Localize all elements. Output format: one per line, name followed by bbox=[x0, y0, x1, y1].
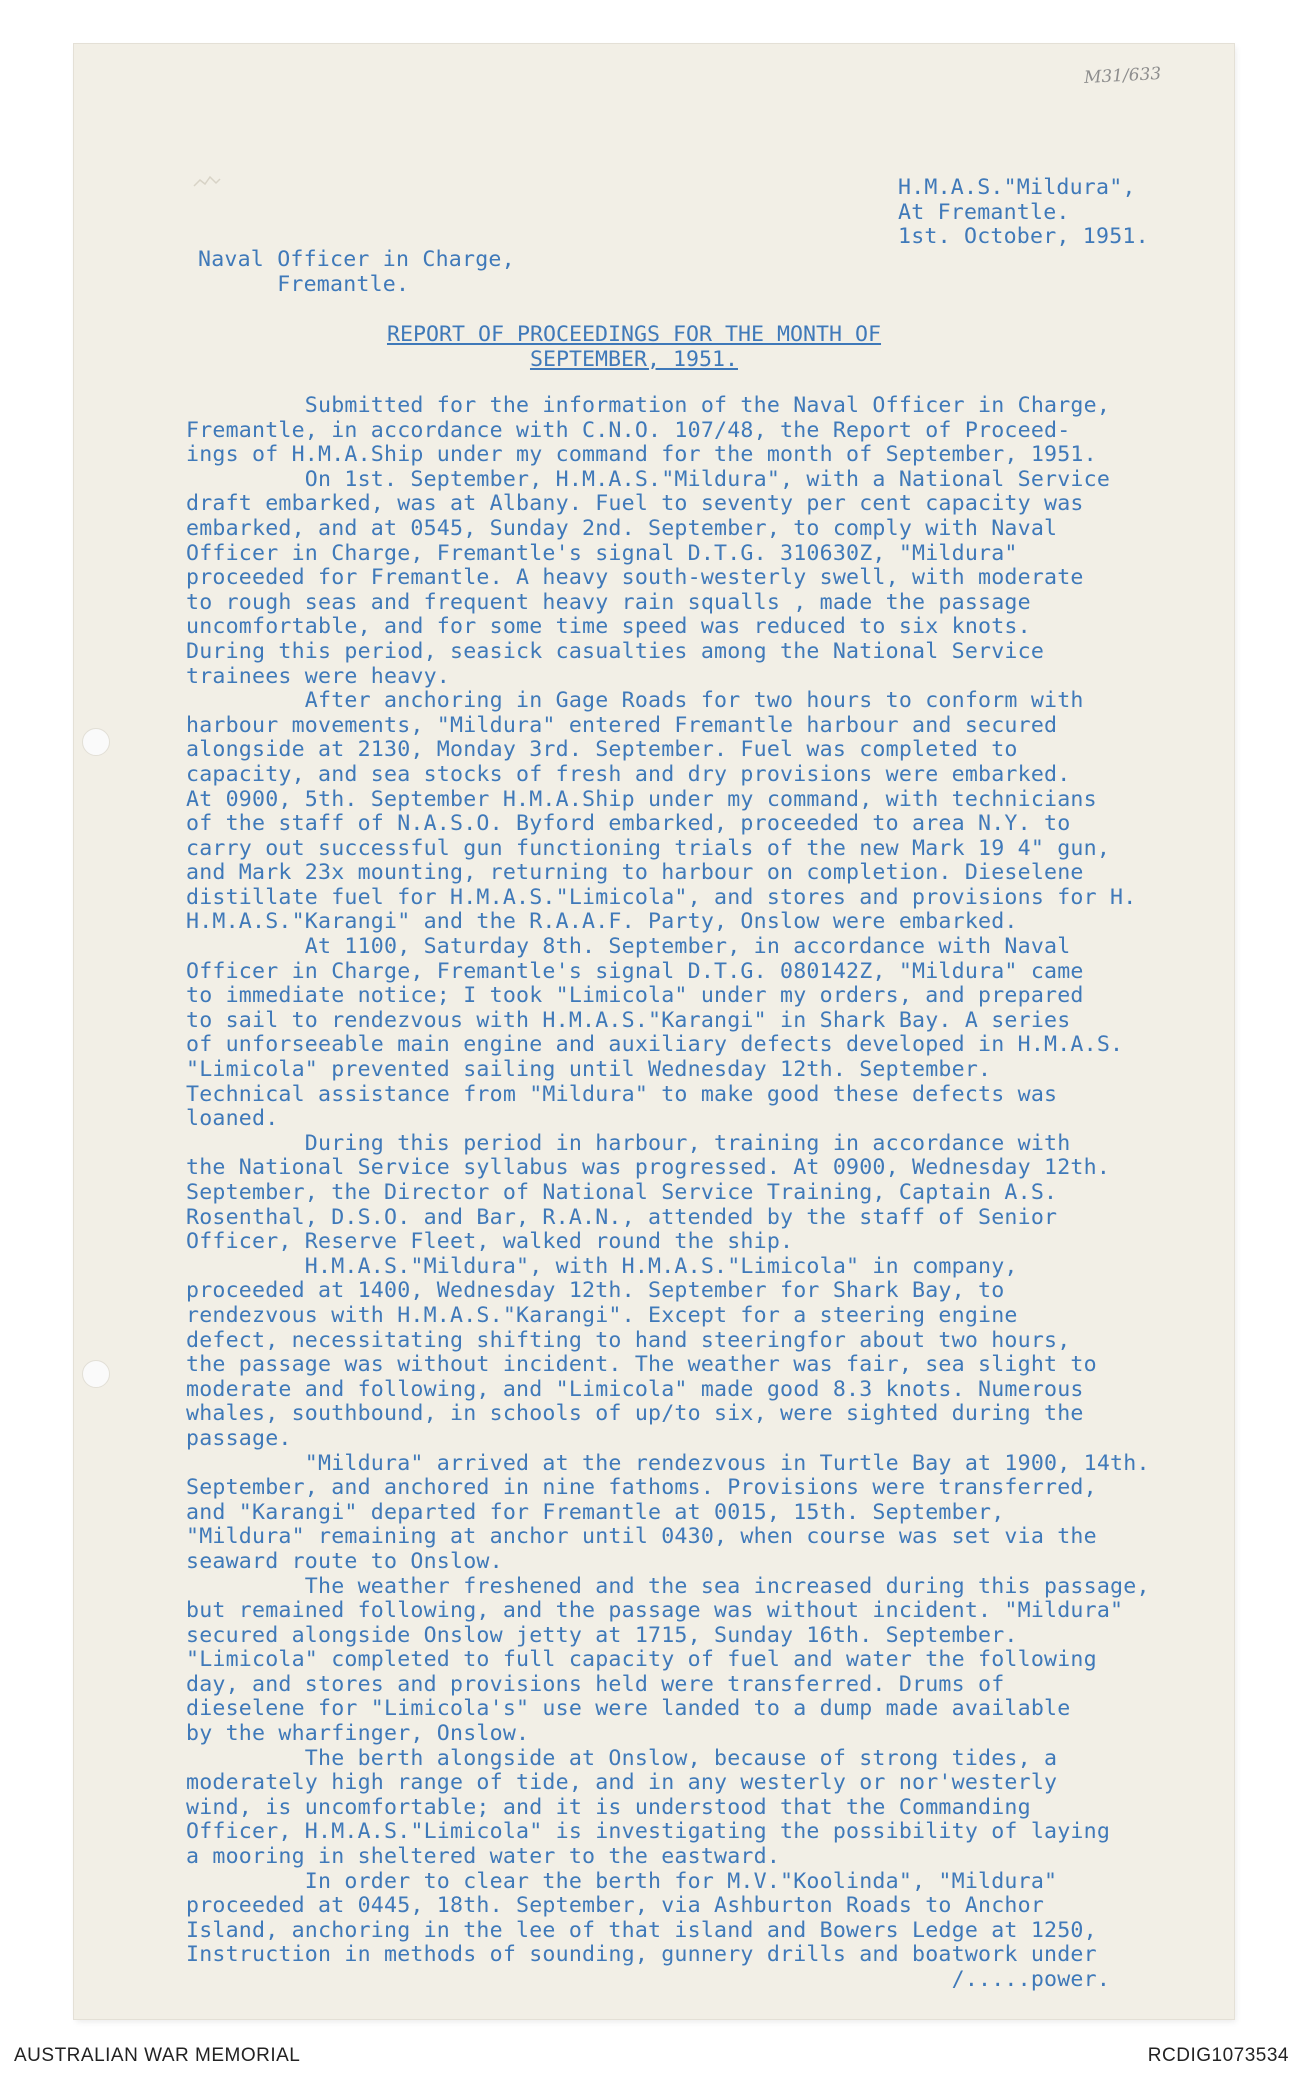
recipient-line: Naval Officer in Charge, bbox=[198, 247, 515, 272]
paragraph: The berth alongside at Onslow, because of strong tides, a moderately high range of tide, and in any westerly or nor'westerly wind, is uncomfortable; and it is understood that the Commanding Officer, H.M.A.S."Limicola" is investigating the possibility of laying a mooring in sheltered water to the eastward. bbox=[186, 1745, 1111, 1870]
paragraph: On 1st. September, H.M.A.S."Mildura", with a National Service draft embarked, was at Albany. Fuel to seventy per cent capacity was embarked, and at 0545, Sunday 2nd. September, to comply with Naval Officer in Charge, Fremantle's signal D.T.G. 310630Z, "Mildura" proceeded for Fremantle. A heavy south-westerly swell, with moderate to rough seas and frequent heavy rain squalls , made the passage uncomfortable, and for some time speed was reduced to six knots. During this period, seasick casualties among the National Service trainees were heavy. bbox=[186, 466, 1111, 689]
paragraph: During this period in harbour, training in accordance with the National Service syllabus was progressed. At 0900, Wednesday 12th. September, the Director of National Service Training, Captain A.S. Rosenthal, D.S.O. and Bar, R.A.N., attended by the staff of Senior Officer, Reserve Fleet, walked round the ship. bbox=[186, 1130, 1111, 1255]
recipient-address bbox=[198, 248, 515, 297]
paragraph: The weather freshened and the sea increased during this passage, but remained following, and the passage was without incident. "Mildura" secured alongside Onslow jetty at 1715, Sunday 16th. September. "Limicola" completed to full capacity of fuel and water the following day, and stores and provisions held were transferred. Drums of dieselene for "Limicola's" use were landed to a dump made available by the wharfinger, Onslow. bbox=[186, 1573, 1150, 1747]
paper-tear-mark bbox=[192, 174, 222, 196]
paragraph: At 1100, Saturday 8th. September, in accordance with Naval Officer in Charge, Fremantle's signal D.T.G. 080142Z, "Mildura" came to immediate notice; I took "Limicola" under my orders, and prepared to sail to rendezvous with H.M.A.S."Karangi" in Shark Bay. A series of unforseeable main engine and auxiliary defects developed in H.M.A.S. "Limicola" prevented sailing until Wednesday 12th. September. Technical assistance from "Mildura" to make good these defects was loaned. bbox=[186, 934, 1124, 1132]
sender-line: H.M.A.S."Mildura", bbox=[898, 175, 1136, 200]
heading-line: REPORT OF PROCEEDINGS FOR THE MONTH OF bbox=[386, 322, 882, 347]
paragraph: "Mildura" arrived at the rendezvous in Turtle Bay at 1900, 14th. September, and anchored in nine fathoms. Provisions were transferred, and "Karangi" departed for Fremantle at 0015, 15th. September, "Mildura" remaining at anchor until 0430, when course was set via the seaward route to Onslow. bbox=[186, 1450, 1150, 1574]
paragraph: Submitted for the information of the Naval Officer in Charge, Fremantle, in accordance with C.N.O. 107/48, the Report of Proceed- ings of H.M.A.Ship under my command for the month of September, 1951. bbox=[186, 393, 1111, 468]
sender-address bbox=[898, 176, 1149, 250]
heading-line: SEPTEMBER, 1951. bbox=[529, 347, 738, 372]
punch-hole-bottom bbox=[82, 1360, 110, 1388]
pencil-file-reference: M31/633 bbox=[1083, 63, 1162, 89]
paragraph: After anchoring in Gage Roads for two hours to conform with harbour movements, "Mildura" entered Fremantle harbour and secured alongside at 2130, Monday 3rd. September. Fuel was completed to capacity, and sea stocks of fresh and dry provisions were embarked. At 0900, 5th. September H.M.A.Ship under my command, with technicians of the staff of N.A.S.O. Byford embarked, proceeded to area N.Y. to carry out successful gun functioning trials of the new Mark 19 4" gun, and Mark 23x mounting, returning to harbour on completion. Dieselene distillate fuel for H.M.A.S."Limicola", and stores and provisions for H. H.M.A.S."Karangi" and the R.A.A.F. Party, Onslow were embarked. bbox=[186, 688, 1137, 935]
report-heading bbox=[349, 322, 919, 372]
archive-credit: AUSTRALIAN WAR MEMORIAL bbox=[14, 2045, 301, 2066]
recipient-line: Fremantle. bbox=[198, 271, 410, 297]
punch-hole-top bbox=[82, 728, 110, 756]
sender-date: 1st. October, 1951. bbox=[898, 224, 1149, 250]
paragraph: In order to clear the berth for M.V."Koolinda", "Mildura" proceeded at 0445, 18th. September, via Ashburton Roads to Anchor Island, anchoring in the lee of that island and Bowers Ledge at 1250, Instruction in methods of sounding, gunnery drills and boatwork under /.....power. bbox=[186, 1868, 1111, 1992]
archive-id: RCDIG1073534 bbox=[1147, 2045, 1289, 2066]
sender-line: At Fremantle. bbox=[898, 199, 1070, 225]
paragraph: H.M.A.S."Mildura", with H.M.A.S."Limicola" in company, proceeded at 1400, Wednesday 12th. September for Shark Bay, to rendezvous with H.M.A.S."Karangi". Except for a steering engine defect, necessitating shifting to hand steeringfor about two hours, the passage was without incident. The weather was fair, sea slight to moderate and following, and "Limicola" made good 8.3 knots. Numerous whales, southbound, in schools of up/to six, were sighted during the passage. bbox=[186, 1253, 1097, 1451]
report-body bbox=[186, 394, 1150, 1993]
